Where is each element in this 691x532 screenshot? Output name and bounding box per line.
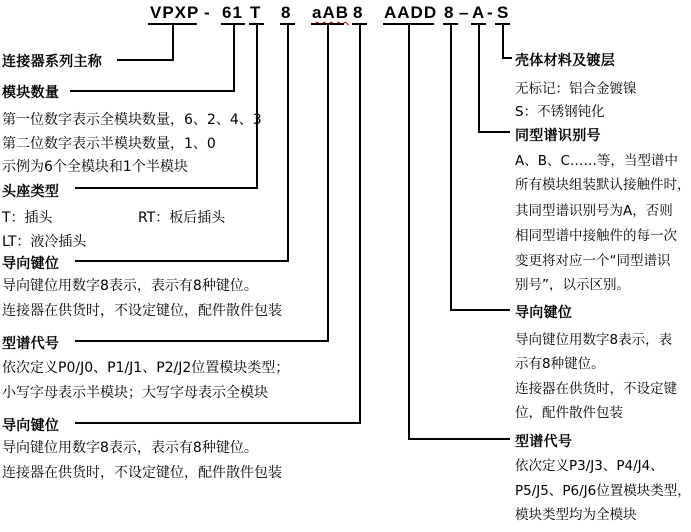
connector-vline-spectrum-2 — [408, 24, 410, 440]
text-line: 导向键位用数字8表示，表示有8种键位。 — [2, 278, 258, 294]
connector-vline-spectrum-1 — [327, 24, 329, 342]
text-line: 导向键位用数字8表示，表 — [515, 332, 673, 348]
text-line: 依次定义P0/J0、P1/J1、P2/J2位置模块类型； — [2, 360, 290, 376]
text-line: S：不锈钢钝化 — [515, 104, 605, 120]
heading-guide-key-2: 导向键位 — [2, 418, 60, 434]
heading-connector-series: 连接器系列主称 — [2, 54, 103, 70]
text-line: 位，配件散件包装 — [515, 405, 623, 421]
connector-hline-key-3 — [450, 309, 510, 311]
model-token-key-2: 8 — [353, 3, 364, 22]
model-token-series: VPXP — [150, 3, 200, 22]
connector-hline-header-type — [75, 187, 258, 189]
model-token-header-type: T — [250, 3, 262, 22]
connector-hline-key-2 — [75, 422, 361, 424]
text-line: 连接器在供货时，不设定键位，配件散件包装 — [2, 465, 282, 481]
text-line: 第二位数字表示半模块数量，1、0 — [2, 136, 216, 152]
heading-same-spectrum-id: 同型谱识别号 — [515, 128, 601, 144]
text-line: 所有模块组装默认接触件时， — [515, 177, 691, 193]
text-line: 连接器在供货时，不设定键 — [515, 381, 677, 397]
connector-vline-key-3 — [450, 24, 452, 311]
model-token-module-count: 61 — [222, 3, 243, 22]
connector-vline-header-type — [256, 24, 258, 189]
text-line: LT：液冷插头 — [2, 234, 87, 250]
heading-shell-material: 壳体材料及镀层 — [515, 53, 616, 69]
heading-spectrum-code-right: 型谱代号 — [515, 434, 573, 450]
model-token-spectrum-id: A — [472, 3, 486, 22]
text-line: 导向键位用数字8表示，表示有8种键位。 — [2, 440, 258, 456]
connector-hline-key-1 — [75, 260, 289, 262]
text-line: A、B、C……等，当型谱中 — [515, 153, 678, 169]
model-token-spectrum-1: aAB — [312, 3, 350, 22]
text-line: 其同型谱识别号为A，否则 — [515, 203, 673, 219]
text-line: 别号”，以示区别。 — [515, 277, 630, 293]
heading-module-count: 模块数量 — [2, 85, 60, 101]
heading-guide-key-1: 导向键位 — [2, 256, 60, 272]
model-token-spectrum-2: AADD — [384, 3, 438, 22]
connector-hline-shell — [502, 57, 512, 59]
connector-vline-module-count — [233, 24, 235, 90]
text-line: P5/J5、P6/J6位置模块类型， — [515, 483, 691, 499]
text-line: 第一位数字表示全模块数量，6、2、4、3 — [2, 112, 262, 128]
connector-hline-spectrum-2 — [408, 438, 510, 440]
model-token-shell: S — [497, 3, 510, 22]
text-line: 示有8种键位。 — [515, 356, 605, 372]
text-line: RT：板后插头 — [138, 210, 226, 226]
connector-hline-spectrum-id — [478, 131, 510, 133]
connector-vline-series — [172, 24, 174, 59]
connector-vline-shell — [502, 24, 504, 59]
model-token-dash-3: - — [487, 3, 494, 22]
text-line: T：插头 — [2, 210, 53, 226]
connector-hline-series — [117, 59, 174, 61]
text-line: 连接器在供货时，不设定键位，配件散件包装 — [2, 303, 282, 319]
connector-vline-key-2 — [359, 24, 361, 424]
model-token-key-3: 8 — [444, 3, 455, 22]
model-token-dash-2: – — [459, 3, 470, 22]
text-line: 依次定义P3/J3、P4/J4、 — [515, 458, 664, 474]
model-token-key-1: 8 — [281, 3, 292, 22]
text-line: 变更将对应一个“同型谱识 — [515, 253, 671, 269]
text-line: 模块类型均为全模块 — [515, 507, 637, 523]
heading-guide-key-right: 导向键位 — [515, 305, 573, 321]
connector-vline-key-1 — [287, 24, 289, 262]
text-line: 相同型谱中接触件的每一次 — [515, 228, 677, 244]
connector-hline-spectrum-1 — [75, 340, 329, 342]
model-token-dash-1: - — [204, 3, 211, 22]
heading-header-type: 头座类型 — [2, 184, 60, 200]
text-line: 小写字母表示半模块；大写字母表示全模块 — [2, 385, 268, 401]
connector-vline-spectrum-id — [478, 24, 480, 133]
text-line: 无标记：铝合金镀镍 — [515, 81, 637, 97]
text-line: 示例为6个全模块和1个半模块 — [2, 159, 188, 175]
heading-spectrum-code-1: 型谱代号 — [2, 336, 60, 352]
connector-hline-module-count — [70, 90, 235, 92]
